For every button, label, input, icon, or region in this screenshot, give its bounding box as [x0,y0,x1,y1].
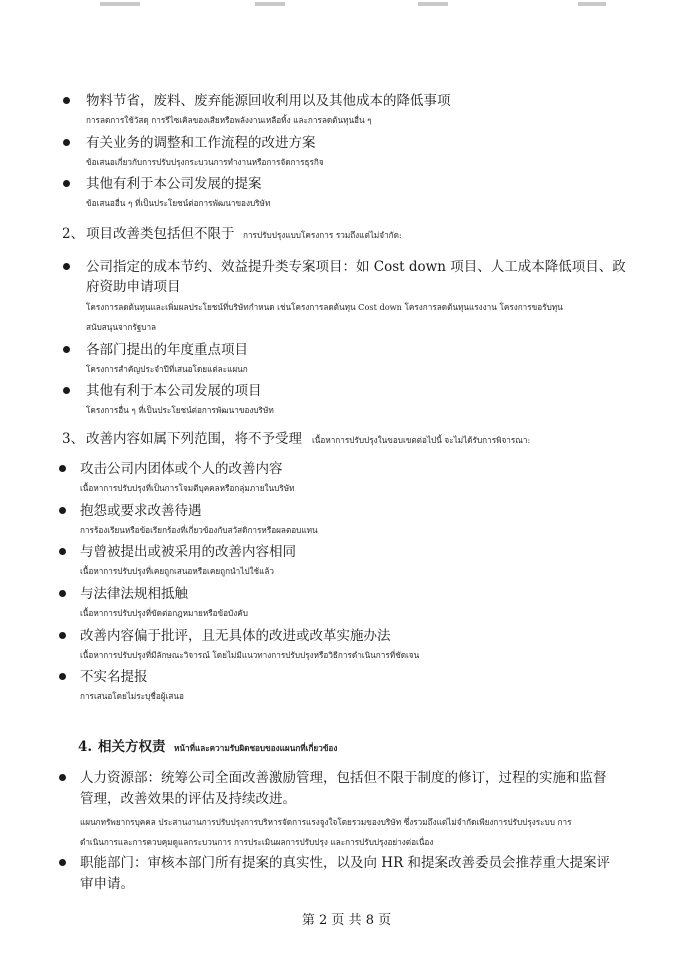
bullet-icon [59,465,66,472]
list-item-translation: เนื้อหาการปรับปรุงที่เคยถูกเสนอหรือเคยถูกนำไปใช้แล้ว [80,566,274,576]
list-item-translation: เนื้อหาการปรับปรุงที่ขัดต่อกฎหมายหรือข้อบังคับ [80,608,248,618]
list-item-translation: ข้อเสนออื่น ๆ ที่เป็นประโยชน์ต่อการพัฒนาของบริษัท [86,198,271,208]
bullet-icon [63,346,70,353]
list-item-text: 改善内容偏于批评，且无具体的改进或改革实施办法 [80,628,391,644]
list-item-text: 攻击公司内团体或个人的改善内容 [80,461,283,477]
list-item-translation: เนื้อหาการปรับปรุงที่มีลักษณะวิจารณ์ โดยไม่มีแนวทางการปรับปรุงหรือวิธีการดำเนินการที่ชัดเจน [80,650,420,660]
list-item-text-continued: 府资助申请项目 [86,279,181,295]
bullet-icon [59,632,66,639]
list-item-translation-continued: สนับสนุนจากรัฐบาล [86,322,157,332]
list-item-translation-continued: ดำเนินการและการควบคุมดูแลกระบวนการ การประเมินผลการปรับปรุง และการปรับปรุงอย่างต่อเนื่อง [80,837,434,847]
bullet-icon [63,263,70,270]
bullet-icon [63,387,70,394]
bullet-icon [63,180,70,187]
list-item-text: 与曾被提出或被采用的改善内容相同 [80,544,296,560]
list-item-translation: แผนกทรัพยากรบุคคล ประสานงานการปรับปรุงการบริหารจัดการแรงจูงใจโดยรวมของบริษัท ซึ่งรวมถึงแต่ไม่จำกัดเพียงการปรับปรุงระบบ การ [80,817,572,827]
bullet-icon [63,97,70,104]
bullet-icon [59,590,66,597]
list-item-text: 物料节省，废料、废弃能源回收利用以及其他成本的降低事项 [86,93,451,109]
list-item-translation: การร้องเรียนหรือข้อเรียกร้องที่เกี่ยวข้องกับสวัสดิการหรือผลตอบแทน [80,525,318,535]
section-heading: 项目改善类包括但不限于 [86,226,235,242]
list-item-translation: โครงการลดต้นทุนและเพิ่มผลประโยชน์ที่บริษัทกำหนด เช่นโครงการลดต้นทุน Cost down โครงการลดต้นทุนแรงงาน โครงการขอรับทุน [86,302,563,312]
bullet-icon [59,507,66,514]
section-heading: 相关方权责 [98,739,166,755]
list-item-text: 抱怨或要求改善待遇 [80,503,202,519]
list-item-text: 其他有利于本公司发展的项目 [86,383,262,399]
list-item-translation: โครงการสำคัญประจำปีที่เสนอโดยแต่ละแผนก [86,364,248,374]
list-item-translation: โครงการอื่น ๆ ที่เป็นประโยชน์ต่อการพัฒนาของบริษัท [86,405,274,415]
section-heading-translation: หน้าที่และความรับผิดชอบของแผนกที่เกี่ยวข้อง [174,743,338,753]
page-footer: 第 2 页 共 8 页 [301,913,392,928]
list-item-text: 与法律法规相抵触 [80,586,188,602]
bullet-icon [59,548,66,555]
list-item-text-continued: 管理，改善效果的评估及持续改进。 [80,791,296,807]
list-item-text: 各部门提出的年度重点项目 [86,342,248,358]
list-item-text-continued: 审申请。 [80,876,134,892]
bullet-icon [59,859,66,866]
list-item-text: 人力资源部：统筹公司全面改善激励管理，包括但不限于制度的修订，过程的实施和监督 [80,770,607,786]
section-number: 4. [78,739,93,755]
list-item-text: 其他有利于本公司发展的提案 [86,176,262,192]
list-item-translation: การเสนอโดยไม่ระบุชื่อผู้เสนอ [80,691,184,701]
bullet-icon [59,774,66,781]
list-item-translation: ข้อเสนอเกี่ยวกับการปรับปรุงกระบวนการทำงานหรือการจัดการธุรกิจ [86,157,324,167]
list-item-translation: เนื้อหาการปรับปรุงที่เป็นการโจมตีบุคคลหรือกลุ่มภายในบริษัท [80,483,295,493]
bullet-icon [63,139,70,146]
scan-marks [0,0,693,10]
list-item-translation: การลดการใช้วัสดุ การรีไซเคิลของเสียหรือพลังงานเหลือทิ้ง และการลดต้นทุนอื่น ๆ [86,115,372,125]
list-item-text: 有关业务的调整和工作流程的改进方案 [86,135,316,151]
bullet-icon [59,673,66,680]
list-item-text: 公司指定的成本节约、效益提升类专案项目：如 Cost down 项目、人工成本降低项目、政 [86,259,626,275]
section-number: 3、 [62,431,85,447]
section-heading-translation: การปรับปรุงแบบโครงการ รวมถึงแต่ไม่จำกัด: [243,230,402,240]
section-heading-translation: เนื้อหาการปรับปรุงในขอบเขตต่อไปนี้ จะไม่ได้รับการพิจารณา: [312,435,531,445]
section-heading: 改善内容如属下列范围，将不予受理 [86,431,302,447]
list-item-text: 职能部门：审核本部门所有提案的真实性，以及向 HR 和提案改善委员会推荐重大提案评 [80,855,611,871]
list-item-text: 不实名提报 [80,669,148,685]
section-number: 2、 [62,226,85,242]
